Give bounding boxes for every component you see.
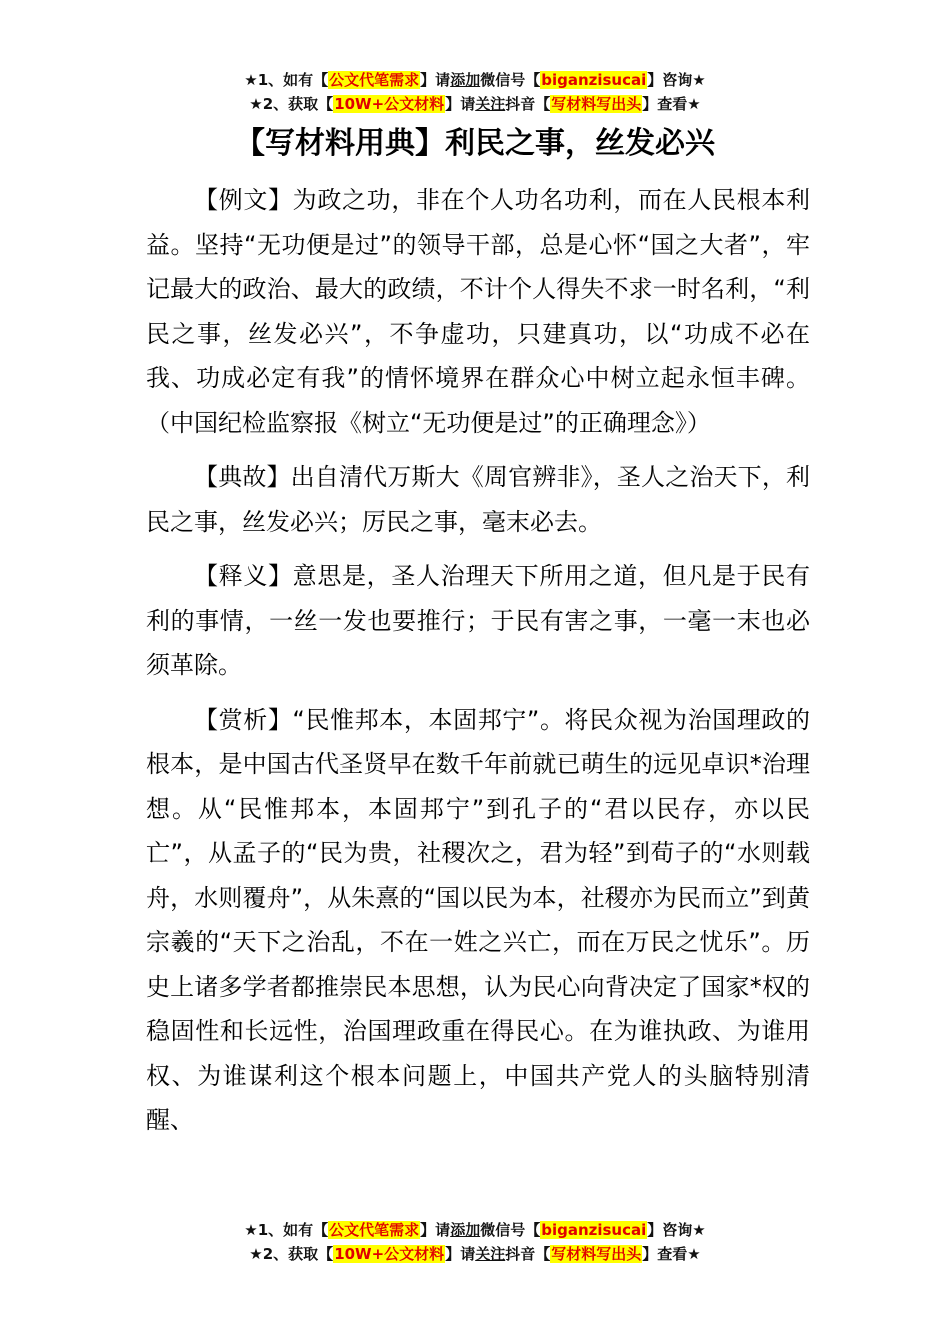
promo-highlight: 公文代笔需求 — [329, 71, 420, 89]
promo-highlight: 公文代笔需求 — [329, 1221, 420, 1239]
promo-header — [0, 68, 950, 116]
promo-line-1: ★1、如有【公文代笔需求】请添加微信号【biganzisucai】咨询★ — [244, 1221, 706, 1239]
promo-highlight: biganzisucai — [541, 71, 647, 89]
paragraph-example: 【例文】为政之功，非在个人功名功利，而在人民根本利益。坚持“无功便是过”的领导干部，总是心怀“国之大者”，牢记最大的政治、最大的政绩，不计个人得失不求一时名利，“利民之事，丝发必兴”，不争虚功，只建真功，以“功成不必在我、功成必定有我”的情怀境界在群众心中树立起永恒丰碑。（中国纪检监察报《树立“无功便是过”的正确理念》） — [146, 186, 810, 437]
promo-line-1: ★1、如有【公文代笔需求】请添加微信号【biganzisucai】咨询★ — [244, 71, 706, 89]
promo-line-2: ★2、获取【10W+公文材料】请关注抖音【写材料写出头】查看★ — [249, 1245, 701, 1263]
promo-highlight: 写材料写出头 — [551, 1245, 642, 1263]
promo-footer — [0, 1218, 950, 1266]
document-title: 【写材料用典】利民之事，丝发必兴 — [235, 126, 715, 161]
promo-highlight: 10W+公文材料 — [334, 95, 445, 113]
promo-line-2: ★2、获取【10W+公文材料】请关注抖音【写材料写出头】查看★ — [249, 95, 701, 113]
document-body — [146, 178, 810, 1153]
paragraph-appreciation: 【赏析】“民惟邦本，本固邦宁”。将民众视为治国理政的根本，是中国古代圣贤早在数千年前就已萌生的远见卓识*治理想。从“民惟邦本，本固邦宁”到孔子的“君以民存，亦以民亡”，从孟子的“民为贵，社稷次之，君为轻”到荀子的“水则载舟，水则覆舟”，从朱熹的“国以民为本，社稷亦为民而立”到黄宗羲的“天下之治乱，不在一姓之兴亡，而在万民之忧乐”。历史上诸多学者都推崇民本思想，认为民心向背决定了国家*权的稳固性和长远性，治国理政重在得民心。在为谁执政、为谁用权、为谁谋利这个根本问题上，中国共产党人的头脑特别清醒、 — [146, 705, 810, 1134]
promo-highlight: 写材料写出头 — [551, 95, 642, 113]
promo-highlight: 10W+公文材料 — [334, 1245, 445, 1263]
paragraph-allusion: 【典故】出自清代万斯大《周官辨非》，圣人之治天下，利民之事，丝发必兴；厉民之事，毫末必去。 — [146, 463, 810, 536]
promo-highlight: biganzisucai — [541, 1221, 647, 1239]
paragraph-meaning: 【释义】意思是，圣人治理天下所用之道，但凡是于民有利的事情，一丝一发也要推行；于民有害之事，一毫一末也必须革除。 — [146, 562, 810, 679]
